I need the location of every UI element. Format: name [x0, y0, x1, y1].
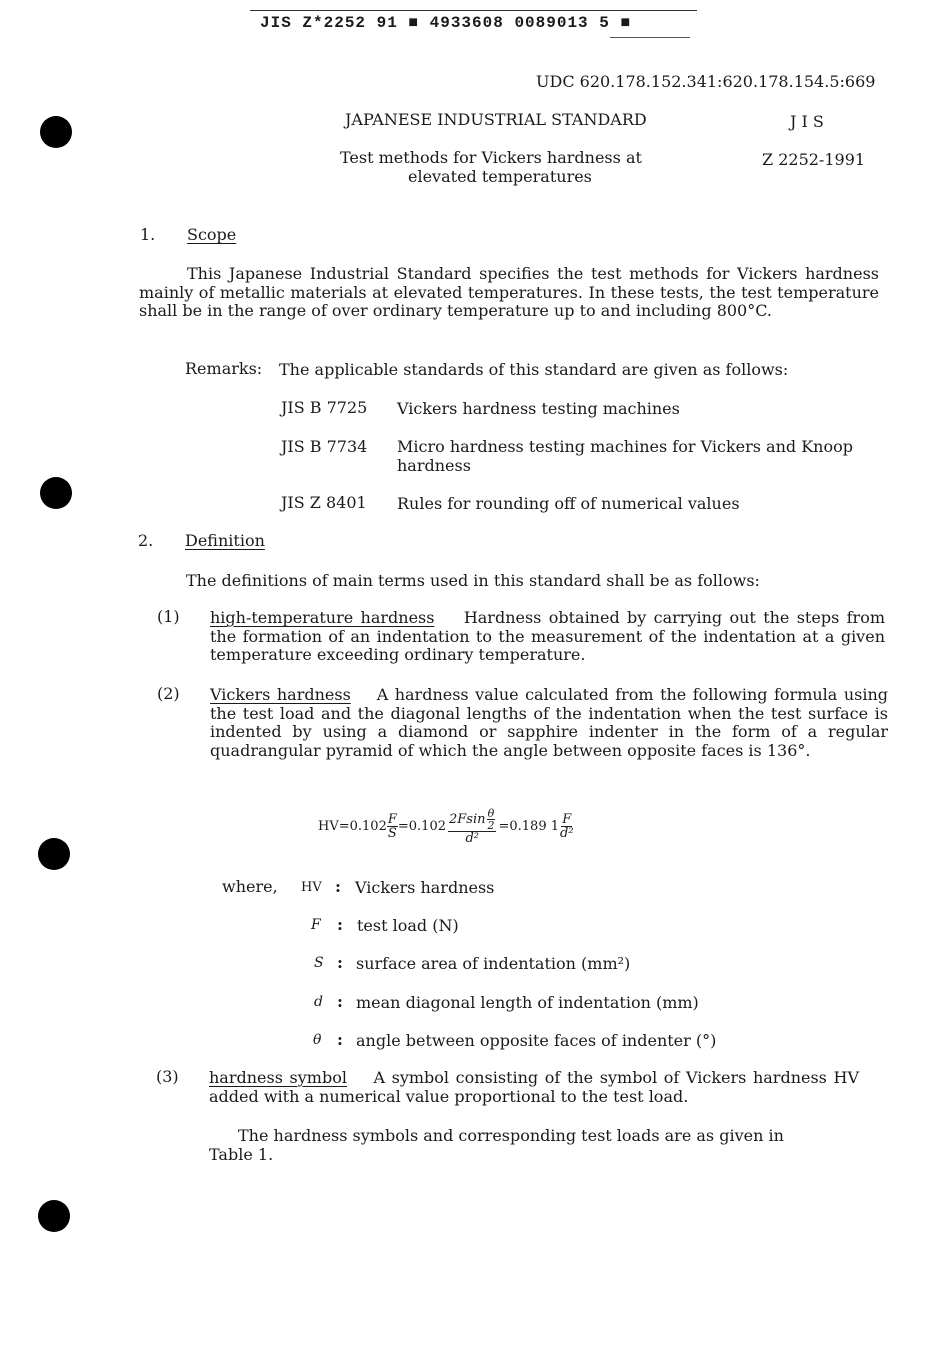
definition-item — [210, 609, 885, 665]
symbol-desc: Vickers hardness — [355, 878, 495, 897]
symbol: HV — [301, 880, 322, 895]
remarks-text: The applicable standards of this standard are given as follows: — [279, 360, 789, 379]
ref-code: JIS Z 8401 — [281, 493, 367, 512]
binder-hole — [40, 477, 72, 509]
term-text: Hardness obtained by carrying out the steps from the formation of an indentation to the measurement of the indentation at a given temperature exceeding ordinary temperature. — [210, 608, 885, 664]
ref-code: JIS B 7734 — [281, 437, 368, 456]
jis-mark: J I S — [790, 112, 824, 131]
definition-intro: The definitions of main terms used in this standard shall be as follows: — [186, 571, 760, 590]
definition-item — [209, 1069, 859, 1106]
udc: UDC 620.178.152.341:620.178.154.5:669 — [536, 72, 876, 91]
term: Vickers hardness — [210, 685, 351, 704]
colon: : — [337, 915, 343, 934]
ref-title: Vickers hardness testing machines — [397, 399, 680, 418]
org-title: JAPANESE INDUSTRIAL STANDARD — [345, 110, 647, 129]
term: high-temperature hardness — [210, 608, 435, 627]
section-heading-scope: Scope — [187, 225, 237, 244]
header-code: JIS Z*2252 91 ■ 4933608 0089013 5 ■ — [260, 14, 632, 32]
term-text: A hardness value calculated from the following formula using the test load and the diagonal lengths of the indentation when the test surface is indented by using a diamond or sapphire indenter in the form of a regular quadrangular pyramid of which the angle between opposite faces is 136°. — [210, 685, 888, 760]
item-number: (1) — [157, 607, 180, 626]
ref-title: Micro hardness testing machines for Vickers and Knoop hardness — [397, 437, 853, 475]
term: hardness symbol — [209, 1068, 347, 1087]
binder-hole — [38, 1200, 70, 1232]
header-rule — [250, 10, 697, 11]
symbol-desc: angle between opposite faces of indenter (°) — [356, 1031, 717, 1050]
section-number: 2. — [138, 531, 154, 550]
doc-title-2: elevated temperatures — [408, 167, 592, 186]
ref-code: JIS B 7725 — [281, 398, 368, 417]
scope-paragraph: This Japanese Industrial Standard specifies the test methods for Vickers hardness mainly of metallic materials at elevated temperatures. In these tests, the test temperature shall be in the range of over ordinary temperature up to and including 800°C. — [139, 264, 879, 320]
symbol: S — [314, 955, 324, 971]
doc-title-1: Test methods for Vickers hardness at — [340, 148, 642, 167]
closing-paragraph: The hardness symbols and corresponding test loads are as given in Table 1. — [209, 1126, 784, 1164]
remarks-label: Remarks: — [185, 359, 263, 378]
item-number: (3) — [156, 1067, 179, 1086]
item-number: (2) — [157, 684, 180, 703]
symbol-desc: mean diagonal length of indentation (mm) — [356, 993, 699, 1012]
std-number: Z 2252-1991 — [762, 150, 866, 169]
binder-hole — [40, 116, 72, 148]
symbol: θ — [313, 1032, 322, 1048]
binder-hole — [38, 838, 70, 870]
symbol: d — [314, 994, 323, 1010]
colon: : — [337, 953, 343, 972]
section-heading-definition: Definition — [185, 531, 265, 550]
symbol: F — [311, 917, 321, 933]
colon: : — [335, 877, 341, 896]
colon: : — [337, 992, 343, 1011]
symbol-desc: test load (N) — [357, 916, 459, 935]
header-rule-2 — [610, 37, 690, 38]
section-number: 1. — [140, 225, 156, 244]
colon: : — [337, 1030, 343, 1049]
ref-title: Rules for rounding off of numerical values — [397, 494, 740, 513]
term-text: A symbol consisting of the symbol of Vickers hardness HV added with a numerical value proportional to the test load. — [209, 1068, 860, 1106]
symbol-desc: surface area of indentation (mm²) — [356, 954, 631, 973]
hv-formula: HV=0.102 $\frac{F}{S}$ =0.102 2Fsin $\frac{\theta}{2}$ d² =0.189 1 $\frac{F}{\text{d²}}$ — [318, 806, 574, 846]
where-label: where, — [222, 877, 278, 896]
definition-item — [210, 686, 888, 760]
